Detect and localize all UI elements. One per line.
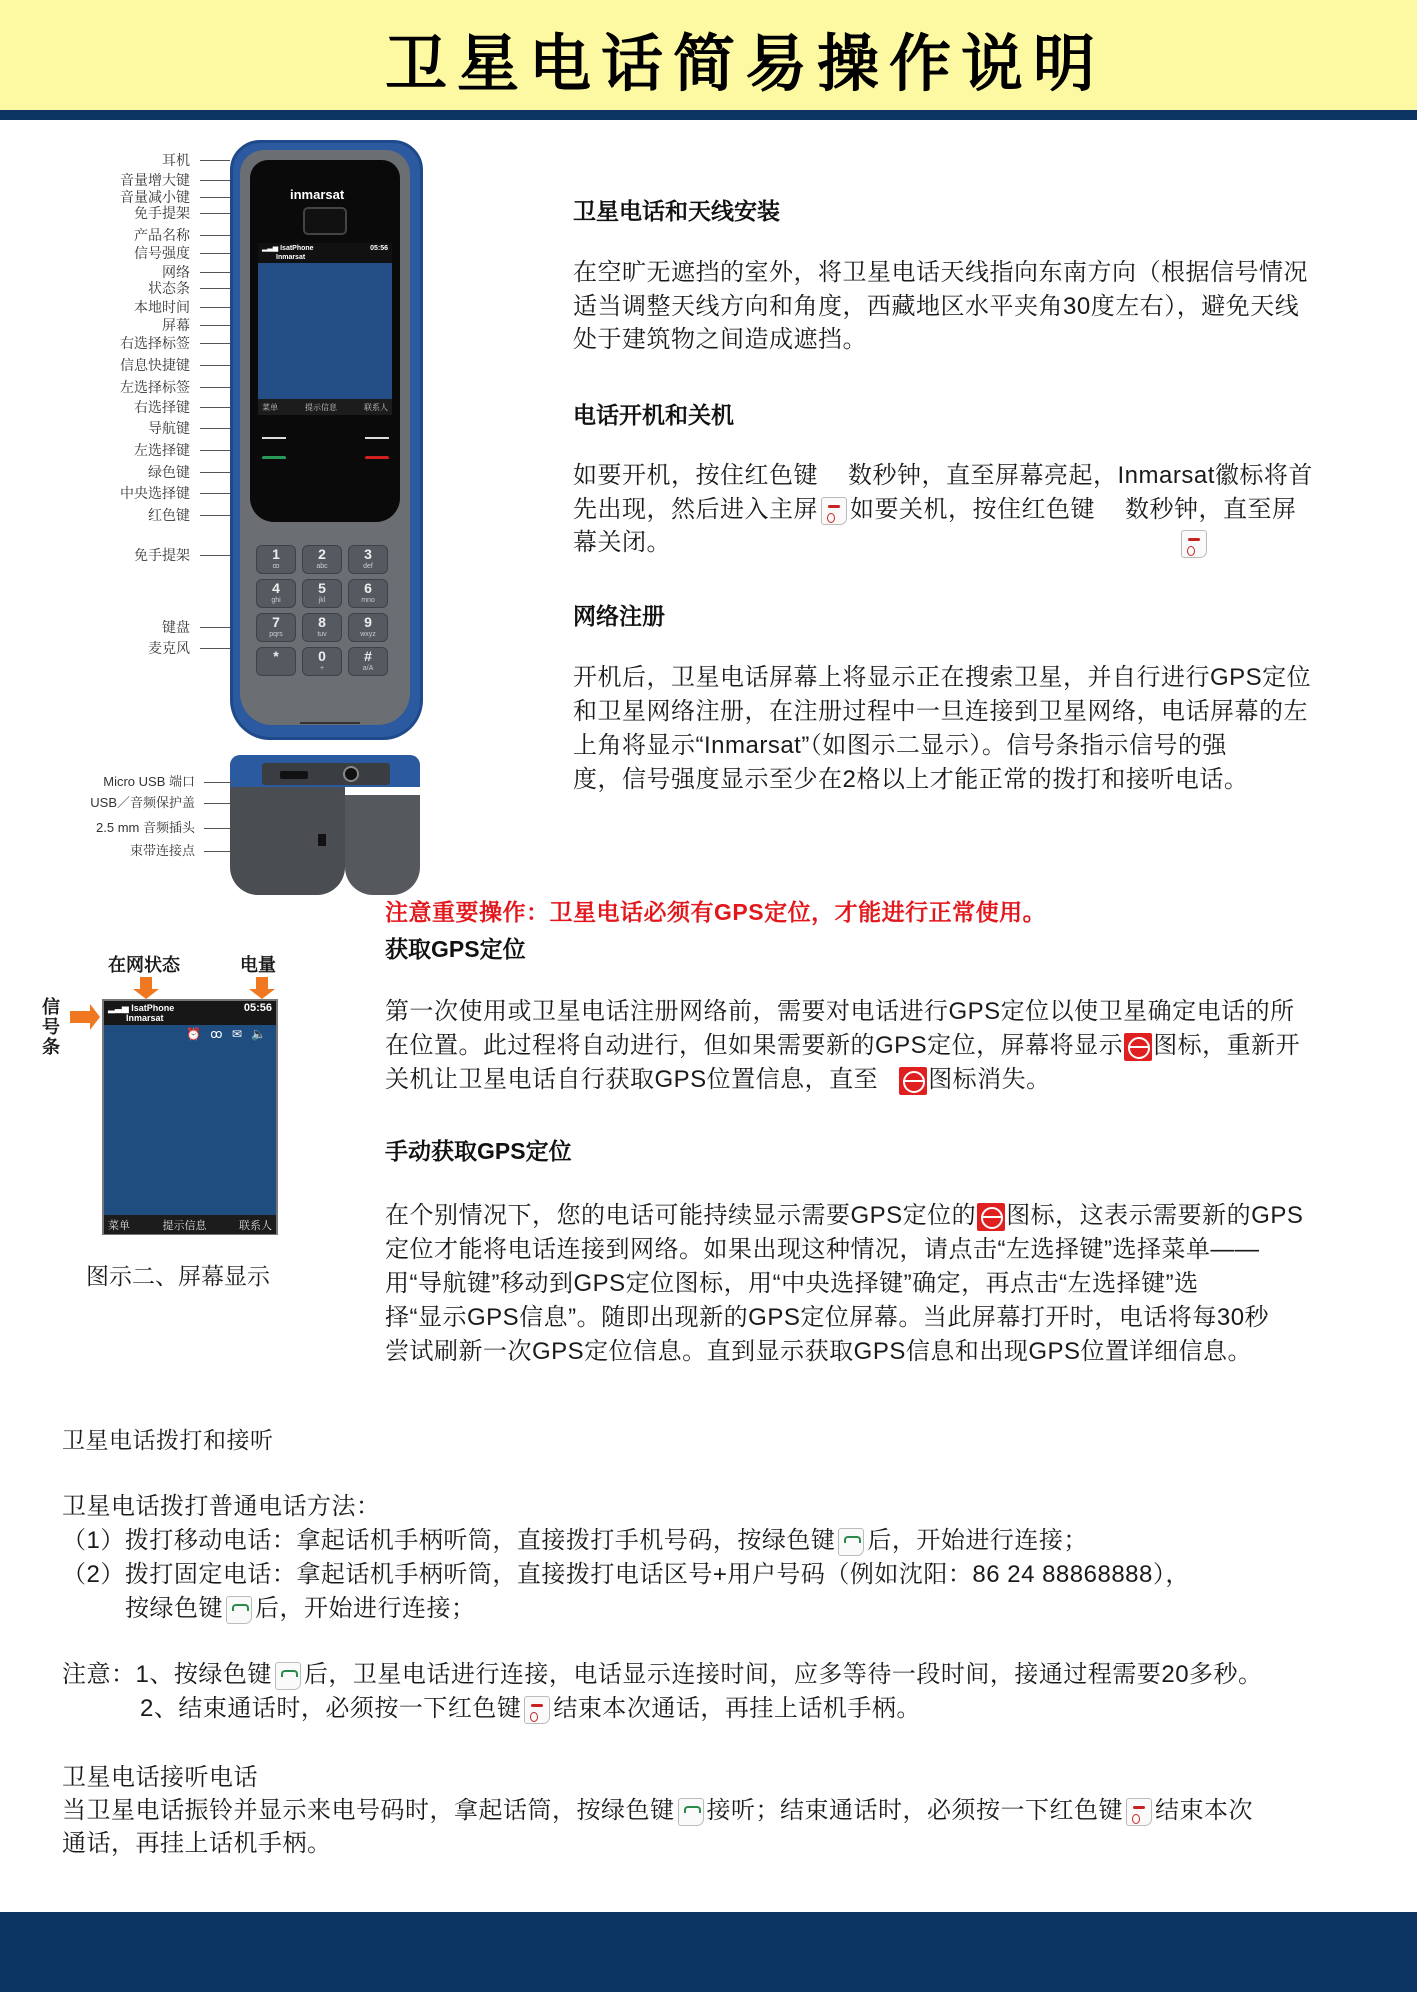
- network-name: Inmarsat: [276, 254, 306, 261]
- red-key-icon: [821, 497, 847, 525]
- port-label: 束带连接点: [129, 843, 195, 858]
- keypad-key: [302, 613, 342, 642]
- green-key-icon: [226, 1596, 252, 1624]
- key-letters: wxyz: [360, 631, 376, 638]
- manual-gps-line: 尝试刷新一次GPS定位信息。直到显示获取GPS信息和出现GPS位置详细信息。: [385, 1338, 1253, 1365]
- heading-network: 网络注册: [573, 603, 665, 629]
- leader-line: [200, 253, 230, 254]
- text: 结束本次: [1155, 1797, 1253, 1824]
- footer-band: [0, 1912, 1417, 1992]
- leader-line: [204, 851, 234, 852]
- text: 当卫星电话振铃并显示来电号码时，拿起话筒，按绿色键: [62, 1797, 675, 1824]
- phone-label: 音量减小键: [120, 189, 190, 205]
- phone-label: 右选择标签: [120, 335, 190, 351]
- key-letters: mno: [361, 597, 375, 604]
- key-digit: 5: [318, 580, 326, 596]
- note-line: [140, 1695, 921, 1724]
- gps-icon: [899, 1067, 927, 1095]
- calling-line: [62, 1527, 1088, 1556]
- text: 先出现，然后进入主屏: [573, 496, 818, 523]
- softkey-mid: 提示信息: [162, 1220, 207, 1232]
- port-label: Micro USB 端口: [103, 774, 195, 789]
- red-key-icon: [1181, 530, 1207, 558]
- phone-status-bar: [258, 243, 392, 263]
- arrow-icon: [70, 1011, 90, 1023]
- leader-line: [200, 627, 230, 628]
- leader-line: [200, 515, 230, 516]
- red-key-icon: [524, 1696, 550, 1724]
- signal-icon: ▂▃▅: [262, 245, 279, 252]
- text: 图标消失。: [928, 1066, 1051, 1093]
- network-line: 度，信号强度显示至少在2格以上才能正常的拨打和接听电话。: [573, 766, 1249, 793]
- softkey-left: 菜单: [262, 403, 278, 412]
- keypad-key: [256, 545, 296, 574]
- text: 在位置。此过程将自动进行，但如果需要新的GPS定位，屏幕将显示: [385, 1032, 1124, 1059]
- keypad-key: [302, 545, 342, 574]
- leader-line: [200, 288, 230, 289]
- arrow-icon: [140, 977, 152, 989]
- phone-label: 状态条: [148, 280, 190, 296]
- key-digit: 1: [272, 546, 280, 562]
- text: 后，开始进行连接；: [867, 1527, 1088, 1554]
- leader-line: [200, 493, 230, 494]
- manual-gps-line: 定位才能将电话连接到网络。如果出现这种情况，请点击“左选择键”选择菜单——: [385, 1236, 1260, 1263]
- text: 数秒钟，直至屏: [1125, 496, 1297, 523]
- red-key-icon: [1126, 1798, 1152, 1826]
- leader-line: [200, 197, 230, 198]
- arrow-icon: [133, 989, 159, 999]
- phone-label: 麦克风: [148, 640, 190, 656]
- install-line: 处于建筑物之间造成遮挡。: [573, 326, 867, 353]
- product-name: IsatPhone: [280, 245, 314, 252]
- answer-line: [62, 1797, 1253, 1826]
- phone-label: 本地时间: [134, 299, 190, 315]
- gps-icon: [1124, 1033, 1152, 1061]
- screen-figure-status-bar: [104, 1001, 276, 1025]
- keypad-key: [348, 613, 388, 642]
- note-line: [62, 1661, 1263, 1690]
- bottom-right-shell: [345, 795, 420, 895]
- label-signal-bar: 信号条: [42, 997, 60, 1057]
- leader-line: [200, 387, 230, 388]
- text: 图标，重新开: [1153, 1032, 1301, 1059]
- calling-line: [125, 1595, 476, 1624]
- keypad-key: [348, 545, 388, 574]
- heading-power: 电话开机和关机: [573, 402, 734, 428]
- keypad-key: [348, 579, 388, 608]
- leader-line: [200, 272, 230, 273]
- green-key-icon: [275, 1662, 301, 1690]
- green-key-icon: [678, 1798, 704, 1826]
- arrow-icon: [90, 1004, 100, 1030]
- keypad-key: [256, 647, 296, 676]
- heading-answer: 卫星电话接听电话: [62, 1764, 258, 1791]
- power-line: [573, 462, 1313, 490]
- text: 图标，这表示需要新的GPS: [1006, 1202, 1304, 1229]
- key-letters: jkl: [318, 597, 326, 604]
- key-digit: 4: [272, 580, 280, 596]
- leader-line: [200, 428, 230, 429]
- calling-method: 卫星电话拨打普通电话方法：: [62, 1493, 381, 1520]
- power-line: [573, 496, 1297, 525]
- red-key: [365, 456, 389, 460]
- key-digit: *: [273, 648, 279, 664]
- port-label: USB／音频保护盖: [90, 795, 195, 810]
- heading-gps: 获取GPS定位: [385, 936, 526, 962]
- header-divider: [0, 110, 1417, 120]
- leader-line: [200, 160, 230, 161]
- local-time: 05:56: [243, 1002, 272, 1014]
- network-name: Inmarsat: [126, 1013, 164, 1023]
- softkey-mid: 提示信息: [305, 403, 337, 412]
- text: 后，卫星电话进行连接，电话显示连接时间，应多等待一段时间，接通过程需要20多秒。: [303, 1661, 1263, 1688]
- text: 2、结束通话时，必须按一下红色键: [140, 1695, 522, 1722]
- leader-line: [200, 472, 230, 473]
- leader-line: [200, 307, 230, 308]
- softkey-left: 菜单: [108, 1220, 130, 1232]
- calling-line: （2）拨打固定电话：拿起话机手柄听筒，直接拨打电话区号+用户号码（例如沈阳：86 24 88868888），: [62, 1561, 1190, 1588]
- phone-label: 信息快捷键: [120, 357, 190, 373]
- phone-label: 信号强度: [134, 245, 190, 261]
- phone-label: 中央选择键: [120, 485, 190, 501]
- phone-label: 屏幕: [162, 317, 190, 333]
- gps-line: [385, 1066, 1051, 1095]
- heading-calling: 卫星电话拨打和接听: [62, 1427, 274, 1453]
- key-digit: 0: [318, 648, 326, 664]
- leader-line: [200, 180, 230, 181]
- phone-softkey-labels: [258, 399, 392, 415]
- text: 如要关机，按住红色键: [850, 496, 1095, 523]
- key-digit: 3: [364, 546, 372, 562]
- key-letters: +: [319, 665, 325, 672]
- label-network-status: 在网状态: [108, 955, 180, 975]
- answer-line: 通话，再挂上话机手柄。: [62, 1830, 332, 1857]
- product-name: IsatPhone: [131, 1003, 175, 1013]
- phone-label: 键盘: [162, 619, 190, 635]
- leader-line: [204, 828, 234, 829]
- local-time: 05:56: [370, 245, 388, 252]
- phone-label: 产品名称: [134, 227, 190, 243]
- earpiece: [303, 207, 347, 235]
- leader-line: [200, 365, 230, 366]
- keypad-key: [256, 579, 296, 608]
- phone-label: 免手提架: [134, 205, 190, 221]
- leader-line: [204, 803, 234, 804]
- micro-usb-port: [280, 771, 308, 779]
- text: 如要开机，按住红色键: [573, 462, 818, 489]
- leader-line: [200, 343, 230, 344]
- manual-gps-line: 择“显示GPS信息”。随即出现新的GPS定位屏幕。当此屏幕打开时，电话将每30秒: [385, 1304, 1270, 1331]
- text: （1）拨打移动电话：拿起话机手柄听筒，直接拨打手机号码，按绿色键: [62, 1527, 836, 1554]
- phone-label: 左选择标签: [120, 379, 190, 395]
- key-letters: tuv: [317, 631, 327, 638]
- phone-label: 网络: [162, 264, 190, 280]
- manual-gps-line: [385, 1202, 1303, 1231]
- warning-notice: 注意重要操作：卫星电话必须有GPS定位，才能进行正常使用。: [385, 899, 1047, 925]
- key-digit: 8: [318, 614, 326, 630]
- phone-label: 耳机: [162, 152, 190, 168]
- phone-label: 免手提架: [134, 547, 190, 563]
- audio-jack: [343, 766, 359, 782]
- heading-manual-gps: 手动获取GPS定位: [385, 1138, 572, 1164]
- bottom-left-shell: [230, 787, 345, 895]
- left-select-key: [262, 437, 286, 439]
- text: 接听；结束通话时，必须按一下红色键: [706, 1797, 1123, 1824]
- status-icons: ⏰ ꝏ ✉ 🔈: [186, 1027, 270, 1041]
- text: 结束本次通话，再挂上话机手柄。: [553, 1695, 921, 1722]
- arrow-icon: [256, 977, 268, 989]
- text: 关机让卫星电话自行获取GPS位置信息，直至: [385, 1066, 879, 1093]
- heading-install: 卫星电话和天线安装: [573, 198, 780, 224]
- label-battery: 电量: [240, 955, 276, 975]
- text: 按绿色键: [125, 1595, 223, 1622]
- install-line: 在空旷无遮挡的室外，将卫星电话天线指向东南方向（根据信号情况: [573, 259, 1308, 286]
- key-digit: #: [364, 648, 372, 664]
- key-digit: 7: [272, 614, 280, 630]
- key-letters: pqrs: [269, 631, 283, 638]
- phone-screen: [258, 243, 392, 399]
- leader-line: [200, 325, 230, 326]
- figure-caption: 图示二、屏幕显示: [86, 1263, 270, 1289]
- gps-line: [385, 1032, 1300, 1061]
- green-key: [262, 456, 286, 460]
- phone-label: 左选择键: [134, 442, 190, 458]
- key-digit: 6: [364, 580, 372, 596]
- key-letters: a/A: [362, 665, 374, 672]
- lanyard-point: [318, 834, 326, 846]
- phone-brand: inmarsat: [290, 187, 345, 202]
- text: 数秒钟，直至屏幕亮起，Inmarsat徽标将首: [848, 462, 1313, 489]
- softkey-right: 联系人: [364, 403, 388, 412]
- leader-line: [200, 555, 230, 556]
- gps-line: 第一次使用或卫星电话注册网络前，需要对电话进行GPS定位以使卫星确定电话的所: [385, 998, 1295, 1025]
- gps-icon: [977, 1203, 1005, 1231]
- softkey-right: 联系人: [239, 1220, 272, 1232]
- port-label: 2.5 mm 音频插头: [96, 820, 195, 835]
- text: 注意：1、按绿色键: [62, 1661, 272, 1688]
- leader-line: [204, 782, 234, 783]
- key-letters: ꝏ: [272, 563, 280, 570]
- key-digit: 2: [318, 546, 326, 562]
- manual-gps-line: 用“导航键”移动到GPS定位图标，用“中央选择键”确定，再点击“左选择键”选: [385, 1270, 1199, 1297]
- phone-label: 音量增大键: [120, 172, 190, 188]
- keypad-key: [256, 613, 296, 642]
- power-line: 幕关闭。: [573, 529, 671, 556]
- phone-label: 导航键: [148, 420, 190, 436]
- leader-line: [200, 648, 230, 649]
- arrow-icon: [249, 989, 275, 999]
- key-letters: ghi: [271, 597, 281, 604]
- keypad-key: [302, 579, 342, 608]
- text: 在个别情况下，您的电话可能持续显示需要GPS定位的: [385, 1202, 977, 1229]
- keypad-key: [348, 647, 388, 676]
- keypad-key: [302, 647, 342, 676]
- leader-line: [200, 213, 230, 214]
- network-line: 开机后，卫星电话屏幕上将显示正在搜索卫星，并自行进行GPS定位: [573, 664, 1312, 691]
- right-select-key: [365, 437, 389, 439]
- phone-label: 红色键: [148, 507, 190, 523]
- key-letters: def: [363, 563, 373, 570]
- network-line: 上角将显示“Inmarsat”（如图示二显示）。信号条指示信号的强: [573, 732, 1227, 759]
- key-digit: 9: [364, 614, 372, 630]
- leader-line: [200, 407, 230, 408]
- page-title: 卫星电话简易操作说明: [384, 30, 1105, 99]
- leader-line: [200, 450, 230, 451]
- leader-line: [200, 235, 230, 236]
- microphone: [300, 722, 360, 724]
- signal-icon: ▂▃▅: [108, 1003, 129, 1013]
- network-line: 和卫星网络注册，在注册过程中一旦连接到卫星网络，电话屏幕的左: [573, 698, 1308, 725]
- phone-label: 绿色键: [148, 464, 190, 480]
- install-line: 适当调整天线方向和角度，西藏地区水平夹角30度左右），避免天线: [573, 293, 1300, 320]
- text: 后，开始进行连接；: [255, 1595, 476, 1622]
- screen-figure-softkeys: [104, 1215, 276, 1234]
- phone-label: 右选择键: [134, 399, 190, 415]
- green-key-icon: [838, 1528, 864, 1556]
- key-letters: abc: [316, 563, 328, 570]
